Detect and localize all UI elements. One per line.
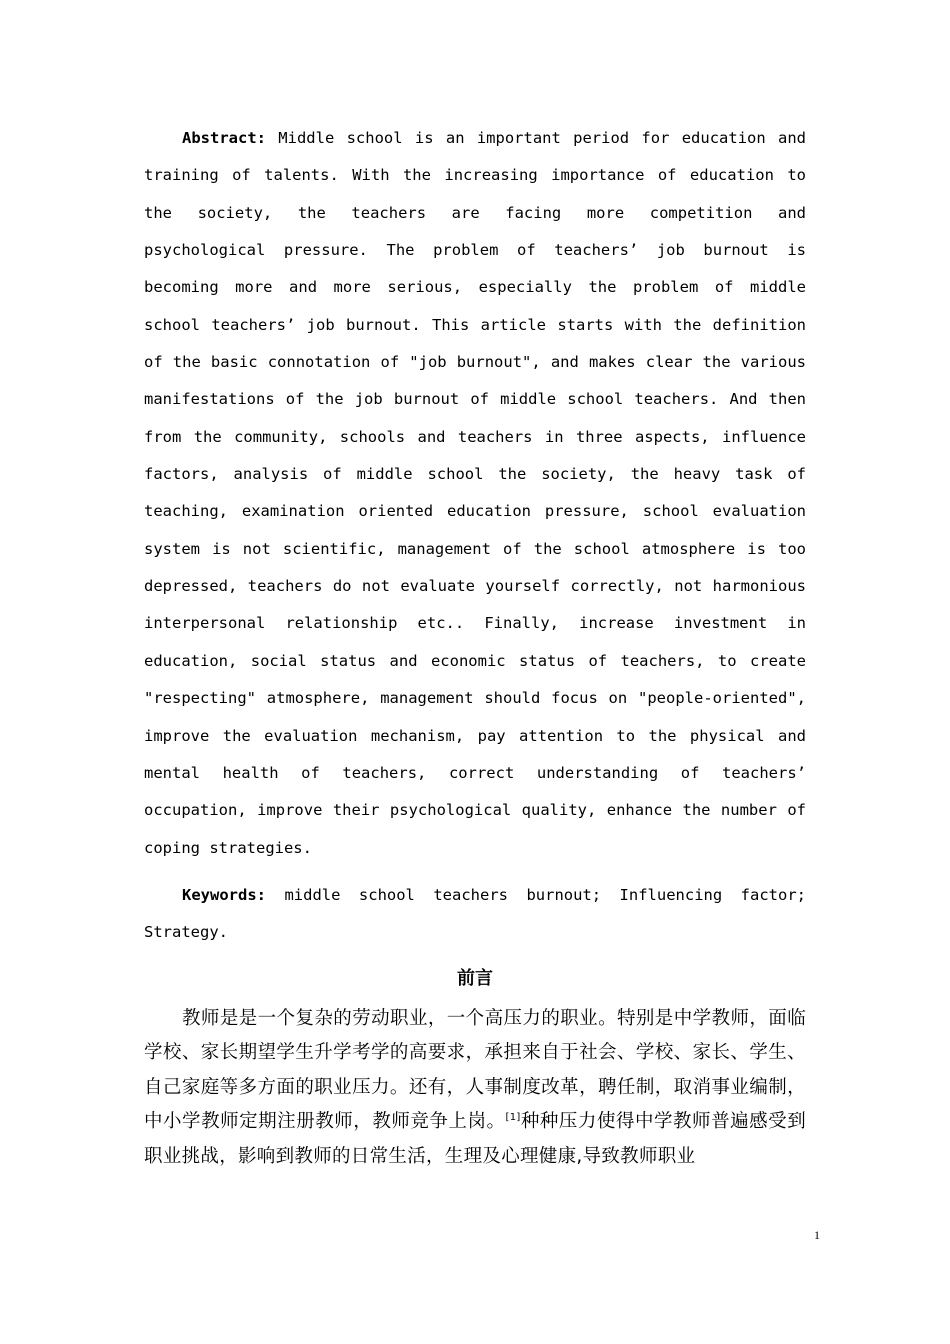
- abstract-text: Middle school is an important period for education and training of talents. With the increasing importance of education to the society, the teachers are facing more competition and psychological pressure. The problem of teachers’ job burnout is becoming more and more serious, especially the problem of middle school teachers’ job burnout. This article starts with the definition of the basic connotation of "job burnout", and makes clear the various manifestations of the job burnout of middle school teachers. And then from the community, schools and teachers in three aspects, influence factors, analysis of middle school the society, the heavy task of teaching, examination oriented education pressure, school evaluation system is not scientific, management of the school atmosphere is too depressed, teachers do not evaluate yourself correctly, not harmonious interpersonal relationship etc.. Finally, increase investment in education, social status and economic status of teachers, to create "respecting" atmosphere, management should focus on "people-oriented", improve the evaluation mechanism, pay attention to the physical and mental health of teachers, correct understanding of teachers’ occupation, improve their psychological quality, enhance the number of coping strategies.: [144, 129, 806, 857]
- preface-heading: 前言: [457, 967, 493, 989]
- preface-paragraph: [144, 1002, 806, 1175]
- page-content: [144, 120, 806, 1175]
- abstract-paragraph: [144, 120, 806, 867]
- preface-text-part1: 教师是是一个复杂的劳动职业，一个高压力的职业。特别是中学教师，面临学校、家长期望学生升学考学的高要求，承担来自于社会、学校、家长、学生、自己家庭等多方面的职业压力。还有，人事制度改革，聘任制，取消事业编制，中小学教师定期注册教师，教师竞争上岗。: [144, 1007, 806, 1133]
- citation-marker: [1]: [505, 1112, 521, 1124]
- keywords-paragraph: [144, 877, 806, 952]
- preface-text-part2: 种种压力使得中学教师普遍感受到职业挑战，影响到教师的日常生活，生理及心理健康,导致教师职业: [144, 1111, 806, 1167]
- page-number: 1: [814, 1228, 820, 1242]
- keywords-label: Keywords:: [182, 885, 266, 904]
- abstract-label: Abstract:: [182, 129, 266, 147]
- keywords-text: middle school teachers burnout; Influencing factor; Strategy.: [144, 885, 806, 942]
